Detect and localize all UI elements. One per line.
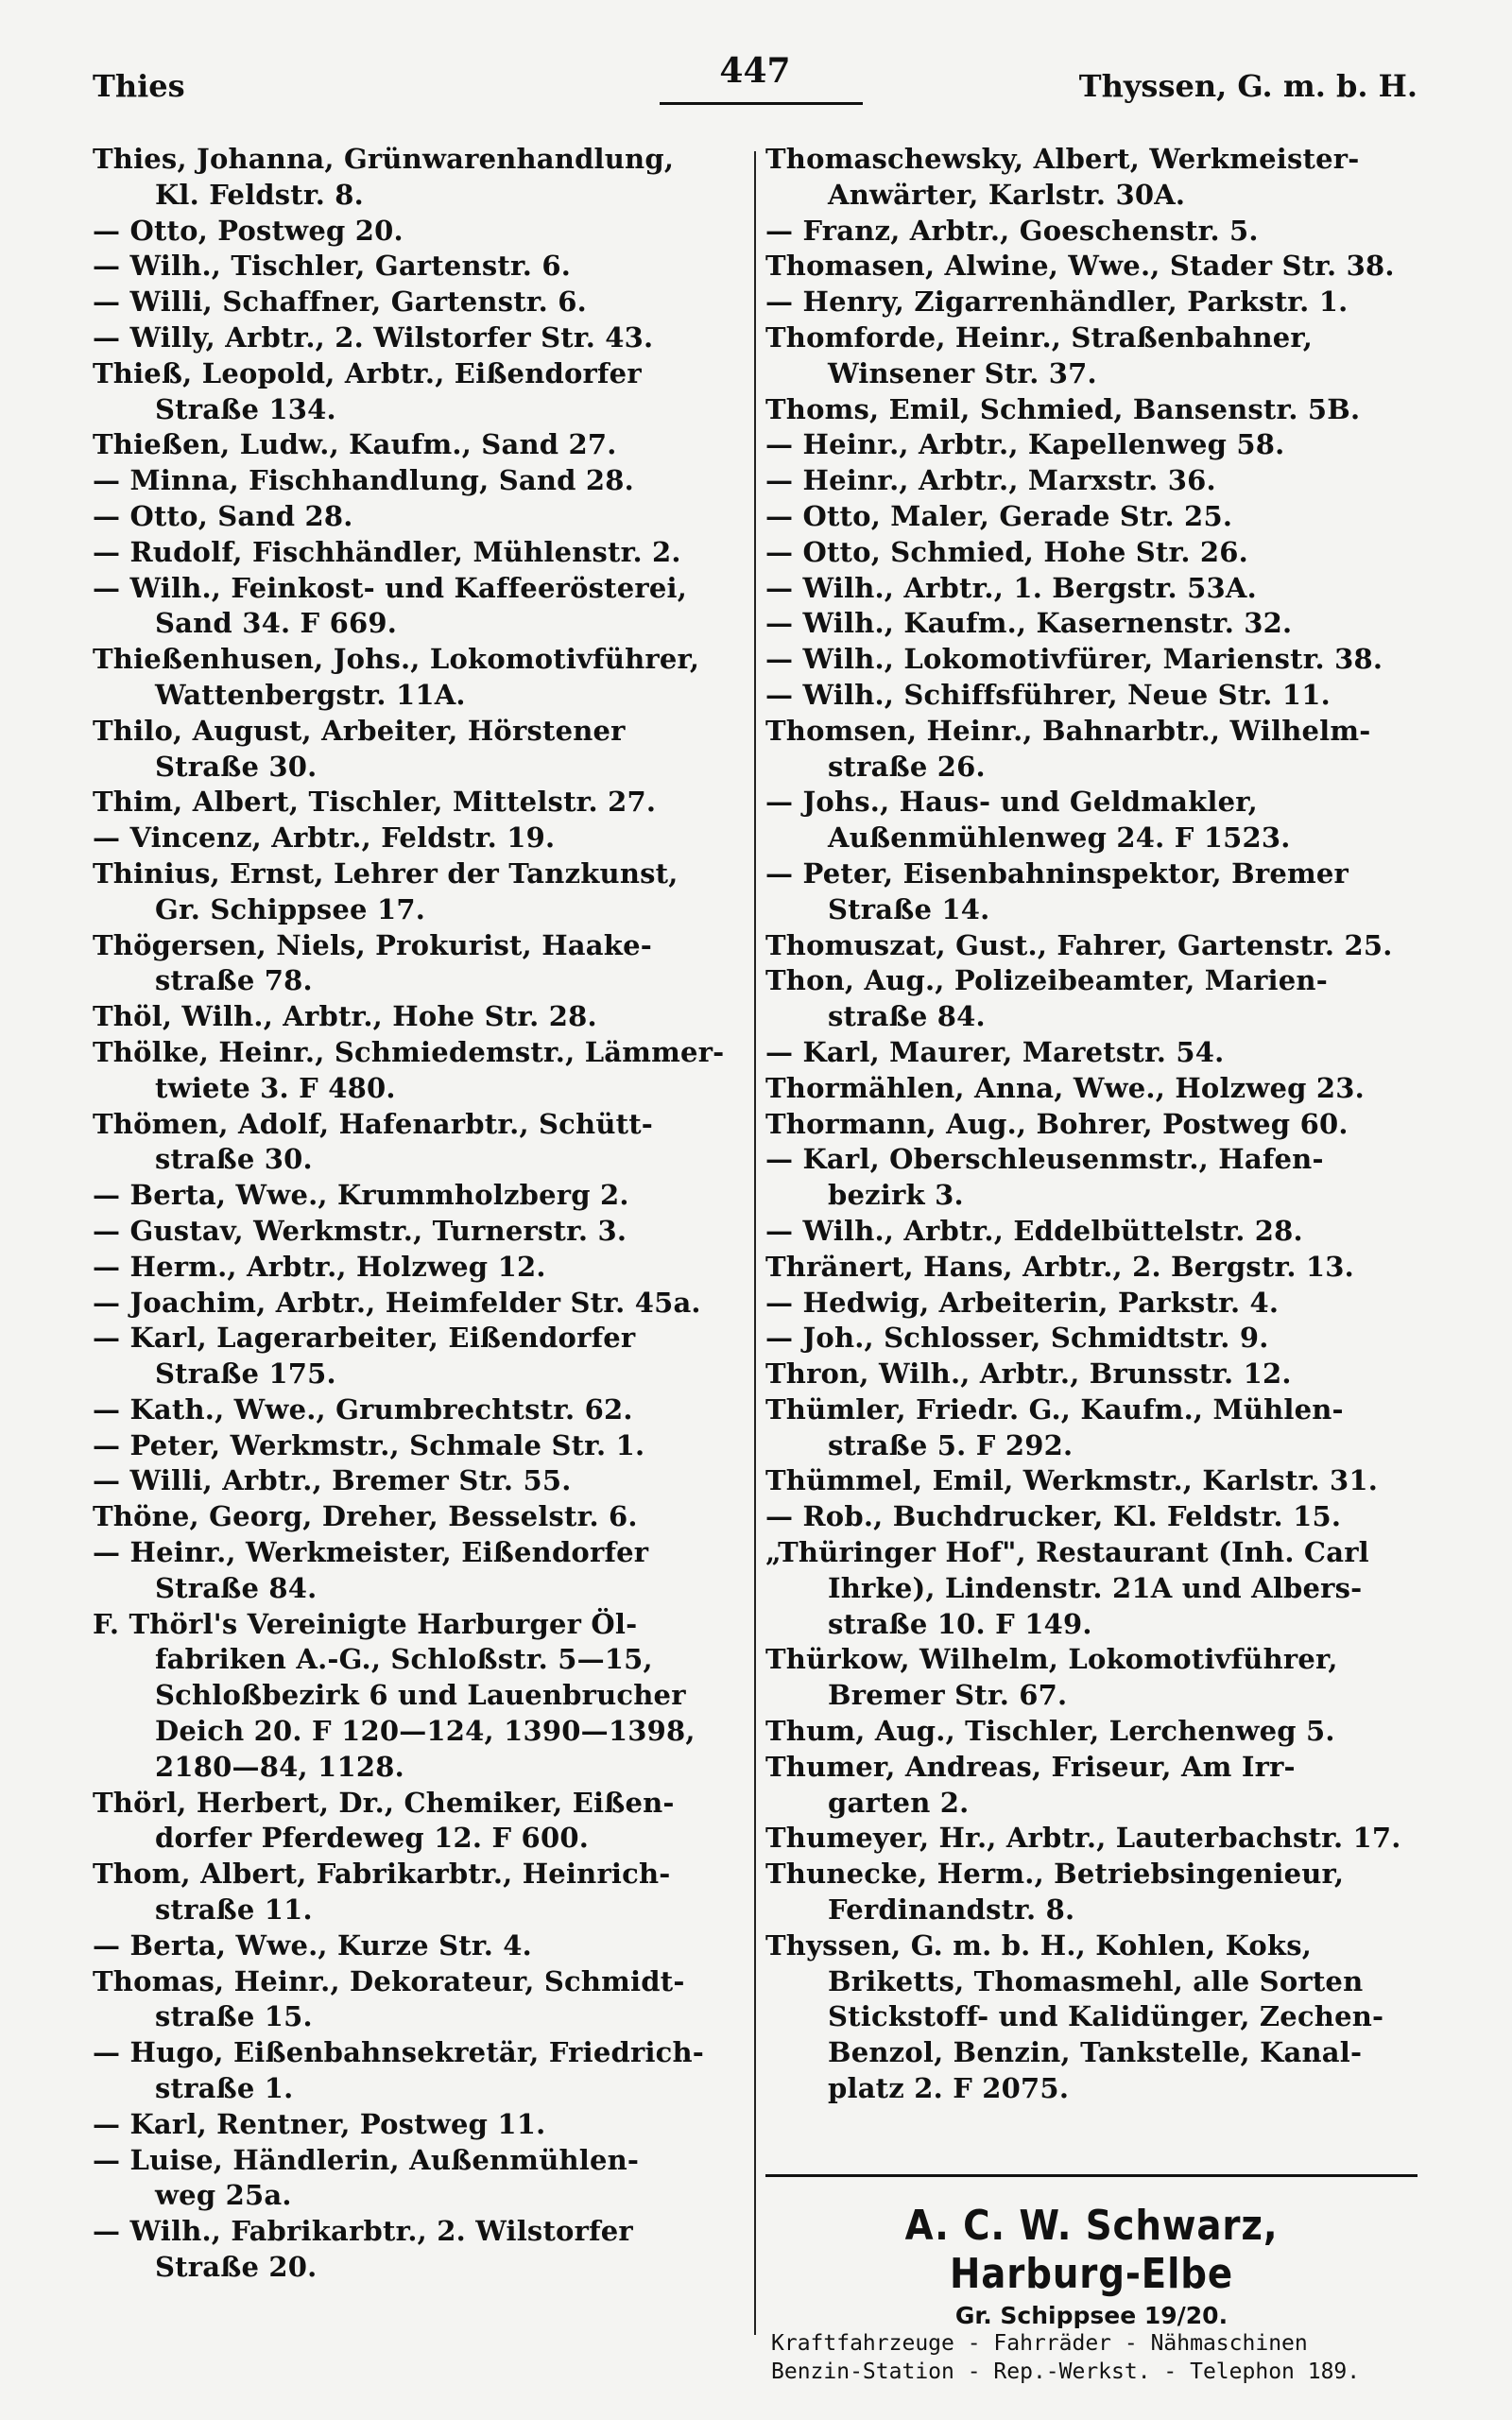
directory-line: platz 2. F 2075. [828,2072,1070,2105]
directory-line: straße 1. [155,2072,294,2105]
directory-line: Thölke, Heinr., Schmiedemstr., Lämmer- [93,1035,725,1068]
directory-line: — Heinr., Arbtr., Marxstr. 36. [765,464,1216,497]
directory-line: dorfer Pferdeweg 12. F 600. [155,1822,589,1855]
directory-line: — Wilh., Schiffsführer, Neue Str. 11. [765,678,1331,711]
left-column [93,142,745,2286]
directory-line: Kl. Feldstr. 8. [155,178,364,211]
directory-line: straße 26. [828,750,986,783]
directory-line: — Otto, Schmied, Hohe Str. 26. [765,535,1248,568]
directory-line: — Wilh., Tischler, Gartenstr. 6. [93,250,572,283]
directory-line: Thormann, Aug., Bohrer, Postweg 60. [765,1107,1349,1140]
directory-line: — Kath., Wwe., Grumbrechtstr. 62. [93,1392,633,1426]
directory-line: — Franz, Arbtr., Goeschenstr. 5. [765,214,1259,247]
directory-line: Bremer Str. 67. [828,1679,1068,1712]
directory-line: — Hugo, Eißenbahnsekretär, Friedrich- [93,2036,705,2069]
directory-line: — Wilh., Lokomotivfürer, Marienstr. 38. [765,643,1383,676]
directory-line: straße 78. [155,964,313,997]
directory-line: Deich 20. F 120—124, 1390—1398, [155,1715,696,1748]
advertisement [765,2174,1418,2384]
directory-line: Gr. Schippsee 17. [155,892,426,925]
directory-line: Thom, Albert, Fabrikarbtr., Heinrich- [93,1858,671,1891]
directory-line: Thomuszat, Gust., Fahrer, Gartenstr. 25. [765,928,1393,961]
directory-line: Thümler, Friedr. G., Kaufm., Mühlen- [765,1392,1344,1426]
directory-line: Thilo, August, Arbeiter, Hörstener [93,714,626,747]
directory-line: Thormählen, Anna, Wwe., Holzweg 23. [765,1071,1365,1104]
page-number: 447 [719,51,791,91]
directory-line: Straße 175. [155,1357,336,1391]
directory-line: Thürkow, Wilhelm, Lokomotivführer, [765,1643,1338,1676]
directory-line: Thomas, Heinr., Dekorateur, Schmidt- [93,1964,685,1997]
directory-line: Thum, Aug., Tischler, Lerchenweg 5. [765,1715,1335,1748]
directory-line: straße 10. F 149. [828,1607,1092,1640]
directory-line: Anwärter, Karlstr. 30A. [828,178,1186,211]
directory-line: Thomasen, Alwine, Wwe., Stader Str. 38. [765,250,1395,283]
header-left-keyword: Thies [93,68,185,104]
directory-line: Thöne, Georg, Dreher, Besselstr. 6. [93,1500,638,1533]
directory-line: — Willy, Arbtr., 2. Wilstorfer Str. 43. [93,320,654,354]
ad-title: A. C. W. Schwarz, Harburg-Elbe [904,2202,1279,2298]
directory-line: Straße 30. [155,750,318,783]
directory-line: — Wilh., Feinkost- und Kaffeerösterei, [93,571,688,604]
directory-line: Straße 20. [155,2251,318,2284]
directory-line: „Thüringer Hof", Restaurant (Inh. Carl [765,1536,1369,1569]
directory-line: Thunecke, Herm., Betriebsingenieur, [765,1858,1345,1891]
directory-line: straße 15. [155,2000,313,2033]
directory-line: — Otto, Postweg 20. [93,214,404,247]
ad-address: Gr. Schippsee 19/20. [954,2302,1228,2329]
directory-line: Thyssen, G. m. b. H., Kohlen, Koks, [765,1928,1313,1962]
directory-line: — Karl, Oberschleusenmstr., Hafen- [765,1143,1324,1176]
header-rule [660,102,863,105]
directory-line: — Rudolf, Fischhändler, Mühlenstr. 2. [93,535,681,568]
directory-line: — Peter, Eisenbahninspektor, Bremer [765,856,1349,890]
directory-line: — Joh., Schlosser, Schmidtstr. 9. [765,1322,1269,1355]
ad-line-2: Benzin-Station - Rep.-Werkst. - Telephon 189. [771,2360,1361,2384]
directory-line: Thumeyer, Hr., Arbtr., Lauterbachstr. 17. [765,1822,1401,1855]
directory-line: Thränert, Hans, Arbtr., 2. Bergstr. 13. [765,1250,1354,1283]
directory-line: Thießenhusen, Johs., Lokomotivführer, [93,643,700,676]
directory-line: bezirk 3. [828,1179,964,1212]
directory-line: Thon, Aug., Polizeibeamter, Marien- [765,964,1328,997]
directory-line: Thümmel, Emil, Werkmstr., Karlstr. 31. [765,1464,1379,1497]
directory-line: straße 84. [828,1000,986,1033]
directory-line: — Minna, Fischhandlung, Sand 28. [93,464,634,497]
directory-line: — Karl, Rentner, Postweg 11. [93,2107,546,2140]
directory-line: twiete 3. F 480. [155,1071,396,1104]
directory-line: Thomaschewsky, Albert, Werkmeister- [765,143,1360,175]
directory-line: — Gustav, Werkmstr., Turnerstr. 3. [93,1214,627,1247]
directory-line: Ferdinandstr. 8. [828,1893,1075,1927]
directory-line: Thieß, Leopold, Arbtr., Eißendorfer [93,356,642,389]
column-divider [754,151,756,2335]
directory-line: Außenmühlenweg 24. F 1523. [828,821,1291,855]
directory-line: straße 11. [155,1893,313,1927]
directory-line: Thoms, Emil, Schmied, Bansenstr. 5B. [765,392,1361,425]
directory-line: Straße 134. [155,392,336,425]
directory-line: Winsener Str. 37. [828,356,1097,389]
directory-line: — Rob., Buchdrucker, Kl. Feldstr. 15. [765,1500,1342,1533]
directory-line: — Vincenz, Arbtr., Feldstr. 19. [93,821,556,855]
directory-line: — Herm., Arbtr., Holzweg 12. [93,1250,546,1283]
directory-line: Thöl, Wilh., Arbtr., Hohe Str. 28. [93,1000,597,1033]
directory-line: Benzol, Benzin, Tankstelle, Kanal- [828,2036,1363,2069]
page-header [93,47,1418,113]
directory-line: — Hedwig, Arbeiterin, Parkstr. 4. [765,1286,1280,1319]
directory-line: — Luise, Händlerin, Außenmühlen- [93,2143,640,2176]
directory-line: Stickstoff- und Kalidünger, Zechen- [828,2000,1384,2033]
directory-line: fabriken A.-G., Schloßstr. 5—15, [155,1643,653,1676]
directory-line: — Wilh., Kaufm., Kasernenstr. 32. [765,607,1293,640]
directory-line: — Peter, Werkmstr., Schmale Str. 1. [93,1428,645,1461]
directory-line: — Heinr., Werkmeister, Eißendorfer [93,1536,649,1569]
directory-line: — Karl, Maurer, Maretstr. 54. [765,1035,1225,1068]
directory-line: garten 2. [828,1786,970,1819]
directory-line: — Willi, Schaffner, Gartenstr. 6. [93,285,587,319]
directory-line: — Heinr., Arbtr., Kapellenweg 58. [765,428,1285,461]
directory-line: — Berta, Wwe., Krummholzberg 2. [93,1179,629,1212]
directory-line: — Joachim, Arbtr., Heimfelder Str. 45a. [93,1286,701,1319]
directory-line: Ihrke), Lindenstr. 21A und Albers- [828,1571,1363,1604]
directory-line: — Johs., Haus- und Geldmakler, [765,786,1258,819]
directory-line: Thomforde, Heinr., Straßenbahner, [765,320,1314,354]
directory-line: — Wilh., Fabrikarbtr., 2. Wilstorfer [93,2215,633,2248]
directory-line: — Willi, Arbtr., Bremer Str. 55. [93,1464,572,1497]
directory-line: Thron, Wilh., Arbtr., Brunsstr. 12. [765,1357,1292,1391]
directory-line: Wattenbergstr. 11A. [155,678,466,711]
directory-line: — Berta, Wwe., Kurze Str. 4. [93,1928,532,1962]
directory-line: 2180—84, 1128. [155,1750,404,1783]
directory-line: — Otto, Sand 28. [93,499,353,532]
directory-line: F. Thörl's Vereinigte Harburger Öl- [93,1607,638,1640]
right-column [765,142,1427,2107]
directory-line: Thögersen, Niels, Prokurist, Haake- [93,928,652,961]
directory-line: Thim, Albert, Tischler, Mittelstr. 27. [93,786,657,819]
directory-line: Thinius, Ernst, Lehrer der Tanzkunst, [93,856,679,890]
directory-line: Straße 14. [828,892,990,925]
directory-line: Sand 34. F 669. [155,607,398,640]
directory-line: Thömen, Adolf, Hafenarbtr., Schütt- [93,1107,654,1140]
header-right-keyword: Thyssen, G. m. b. H. [1078,68,1418,104]
directory-line: — Otto, Maler, Gerade Str. 25. [765,499,1233,532]
directory-line: Straße 84. [155,1571,318,1604]
directory-line: Briketts, Thomasmehl, alle Sorten [828,1964,1364,1997]
directory-line: — Henry, Zigarrenhändler, Parkstr. 1. [765,285,1349,319]
directory-line: Thies, Johanna, Grünwarenhandlung, [93,143,675,175]
directory-line: straße 30. [155,1143,313,1176]
directory-line: Thumer, Andreas, Friseur, Am Irr- [765,1750,1296,1783]
directory-line: straße 5. F 292. [828,1428,1074,1461]
ad-line-1: Kraftfahrzeuge - Fahrräder - Nähmaschinen [771,2331,1308,2356]
directory-line: Thomsen, Heinr., Bahnarbtr., Wilhelm- [765,714,1371,747]
directory-line: — Wilh., Arbtr., Eddelbüttelstr. 28. [765,1214,1303,1247]
directory-line: — Wilh., Arbtr., 1. Bergstr. 53A. [765,571,1257,604]
directory-line: Thießen, Ludw., Kaufm., Sand 27. [93,428,617,461]
directory-line: Thörl, Herbert, Dr., Chemiker, Eißen- [93,1786,675,1819]
directory-line: — Karl, Lagerarbeiter, Eißendorfer [93,1322,636,1355]
directory-line: Schloßbezirk 6 und Lauenbrucher [155,1679,686,1712]
directory-line: weg 25a. [155,2179,292,2212]
